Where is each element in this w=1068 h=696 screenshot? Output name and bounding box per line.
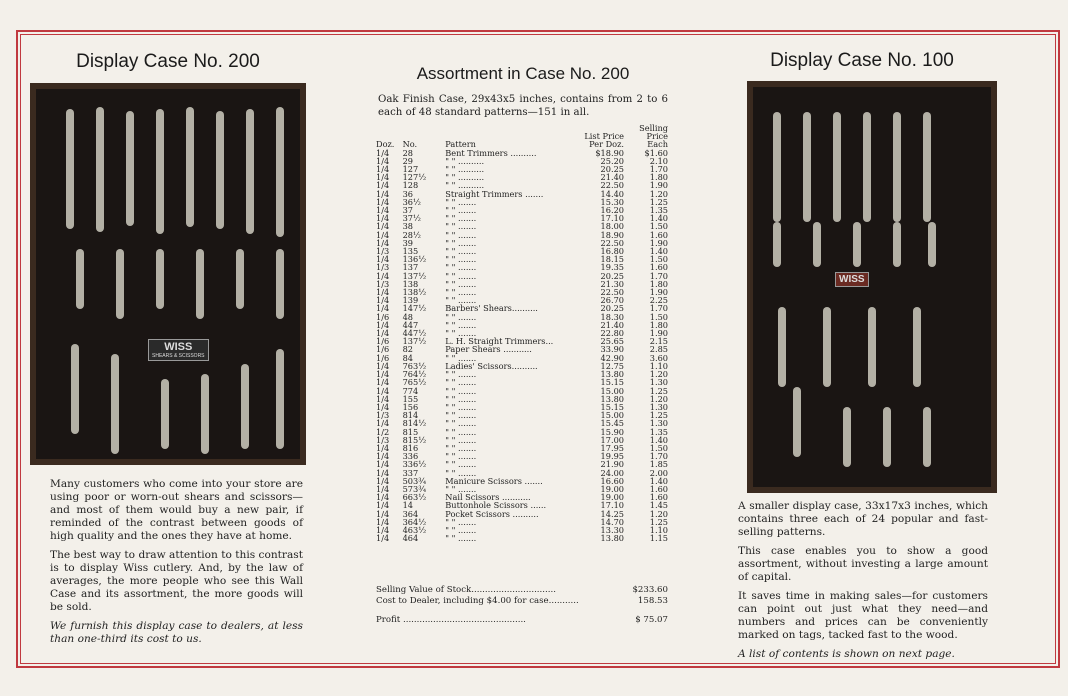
left-para-1: Many customers who come into your store are using poor or worn-out shears and scissors—and most of them would buy a new pair, if reminded of the contrast between goods of high quality and the ones they have at home. — [50, 478, 303, 542]
row-list-price: 19.35 — [600, 262, 624, 273]
row-no: 814½ — [402, 418, 427, 429]
row-doz: 1/4 — [376, 180, 390, 191]
row-selling-price: $1.60 — [644, 147, 668, 158]
row-list-price: 18.15 — [600, 254, 624, 265]
row-pattern: " " .......... — [445, 164, 485, 175]
row-doz: 1/4 — [376, 319, 390, 330]
table-row — [374, 214, 670, 222]
right-para-1: A smaller display case, 33x17x3 inches, which contains three each of 24 popular and fast-selling patterns. — [738, 500, 988, 538]
row-no: 337 — [402, 467, 419, 478]
row-pattern: L. H. Straight Trimmers... — [445, 336, 554, 347]
row-doz: 1/4 — [376, 270, 390, 281]
row-pattern: Nail Scissors ........... — [445, 492, 531, 503]
row-doz: 1/4 — [376, 508, 390, 519]
row-list-price: 25.65 — [600, 336, 624, 347]
row-no: 139 — [402, 295, 419, 306]
table-row — [374, 444, 670, 452]
row-no: 137½ — [402, 270, 427, 281]
row-pattern: " " ....... — [445, 205, 477, 216]
row-doz: 1/4 — [376, 483, 390, 494]
row-no: 364 — [402, 508, 419, 519]
row-selling-price: 2.85 — [649, 344, 668, 355]
row-selling-price: 1.30 — [649, 418, 668, 429]
row-doz: 1/3 — [376, 278, 390, 289]
table-row — [374, 345, 670, 353]
table-row — [374, 526, 670, 534]
row-no: 38 — [402, 221, 413, 232]
row-doz: 1/4 — [376, 164, 390, 175]
row-selling-price: 1.40 — [649, 475, 668, 486]
row-no: 37 — [402, 205, 413, 216]
table-row — [374, 403, 670, 411]
row-pattern: " " ....... — [445, 196, 477, 207]
row-no: 156 — [402, 401, 419, 412]
row-no: 84 — [402, 352, 413, 363]
row-selling-price: 2.15 — [649, 336, 668, 347]
row-selling-price: 1.20 — [649, 369, 668, 380]
row-list-price: 15.45 — [600, 418, 624, 429]
row-list-price: 13.80 — [600, 533, 624, 544]
row-selling-price: 1.50 — [649, 254, 668, 265]
row-doz: 1/3 — [376, 246, 390, 257]
right-para-4: A list of contents is shown on next page. — [738, 648, 955, 660]
row-pattern: " " .......... — [445, 180, 485, 191]
row-list-price: 15.15 — [600, 377, 624, 388]
row-pattern: " " ....... — [445, 377, 477, 388]
table-row — [374, 255, 670, 263]
row-list-price: 13.30 — [600, 524, 624, 535]
row-list-price: $18.90 — [595, 147, 624, 158]
row-selling-price: 1.25 — [649, 516, 668, 527]
row-doz: 1/2 — [376, 426, 390, 437]
row-list-price: 21.90 — [600, 459, 624, 470]
row-pattern: Buttonhole Scissors ...... — [445, 500, 547, 511]
row-doz: 1/4 — [376, 205, 390, 216]
row-list-price: 18.30 — [600, 311, 624, 322]
row-selling-price: 1.50 — [649, 442, 668, 453]
row-pattern: " " ....... — [445, 426, 477, 437]
row-doz: 1/4 — [376, 418, 390, 429]
row-list-price: 24.00 — [600, 467, 624, 478]
row-no: 36 — [402, 188, 413, 199]
row-selling-price: 1.35 — [649, 205, 668, 216]
row-no: 774 — [402, 385, 419, 396]
display-case-200-photo — [30, 83, 306, 465]
row-selling-price: 1.60 — [649, 262, 668, 273]
row-selling-price: 1.40 — [649, 434, 668, 445]
assortment-table-container — [374, 124, 670, 542]
row-pattern: " " ....... — [445, 451, 477, 462]
row-no: 28½ — [402, 229, 421, 240]
row-doz: 1/4 — [376, 475, 390, 486]
row-pattern: " " ....... — [445, 237, 477, 248]
row-doz: 1/4 — [376, 221, 390, 232]
row-no: 128 — [402, 180, 419, 191]
row-list-price: 16.60 — [600, 475, 624, 486]
row-pattern: " " ....... — [445, 311, 477, 322]
row-doz: 1/4 — [376, 524, 390, 535]
row-no: 14 — [402, 500, 413, 511]
row-list-price: 17.10 — [600, 213, 624, 224]
row-no: 127 — [402, 164, 419, 175]
selling-value: $233.60 — [632, 585, 668, 595]
row-selling-price: 1.10 — [649, 524, 668, 535]
row-list-price: 25.20 — [600, 155, 624, 166]
row-doz: 1/4 — [376, 492, 390, 503]
row-pattern: " " ....... — [445, 319, 477, 330]
row-pattern: " " ....... — [445, 213, 477, 224]
wiss-label: WISS SHEARS & SCISSORS — [148, 339, 209, 361]
row-selling-price: 1.90 — [649, 237, 668, 248]
row-pattern: " " ....... — [445, 467, 477, 478]
row-selling-price: 1.70 — [649, 303, 668, 314]
row-list-price: 19.95 — [600, 451, 624, 462]
table-row — [374, 157, 670, 165]
row-doz: 1/4 — [376, 360, 390, 371]
row-doz: 1/4 — [376, 303, 390, 314]
row-list-price: 19.00 — [600, 492, 624, 503]
row-no: 336½ — [402, 459, 427, 470]
row-list-price: 13.80 — [600, 369, 624, 380]
row-selling-price: 1.90 — [649, 180, 668, 191]
row-list-price: 21.40 — [600, 319, 624, 330]
row-no: 39 — [402, 237, 413, 248]
row-list-price: 21.40 — [600, 172, 624, 183]
row-pattern: " " ....... — [445, 516, 477, 527]
row-selling-price: 1.50 — [649, 221, 668, 232]
col-doz: Doz. — [376, 139, 395, 150]
table-row — [374, 387, 670, 395]
row-list-price: 18.00 — [600, 221, 624, 232]
left-para-3: We furnish this display case to dealers, at less than one-third its cost to us. — [50, 620, 303, 645]
row-list-price: 14.40 — [600, 188, 624, 199]
row-pattern: " " ....... — [445, 483, 477, 494]
row-doz: 1/4 — [376, 254, 390, 265]
row-selling-price: 1.70 — [649, 270, 668, 281]
row-list-price: 33.90 — [600, 344, 624, 355]
row-pattern: " " ....... — [445, 221, 477, 232]
row-list-price: 15.90 — [600, 426, 624, 437]
table-row — [374, 198, 670, 206]
right-para-2: This case enables you to show a good assortment, without investing a large amount of capital. — [738, 545, 988, 583]
row-selling-price: 1.70 — [649, 451, 668, 462]
row-doz: 1/4 — [376, 213, 390, 224]
row-no: 37½ — [402, 213, 421, 224]
table-row — [374, 231, 670, 239]
row-selling-price: 1.30 — [649, 377, 668, 388]
row-no: 463½ — [402, 524, 427, 535]
row-list-price: 21.30 — [600, 278, 624, 289]
row-selling-price: 1.30 — [649, 401, 668, 412]
row-pattern: " " .......... — [445, 155, 485, 166]
row-selling-price: 3.60 — [649, 352, 668, 363]
row-pattern: " " ....... — [445, 385, 477, 396]
row-pattern: " " ....... — [445, 352, 477, 363]
row-doz: 1/6 — [376, 352, 390, 363]
row-no: 29 — [402, 155, 413, 166]
row-selling-price: 1.85 — [649, 459, 668, 470]
row-pattern: " " ....... — [445, 262, 477, 273]
cost-label: Cost to Dealer, including $4.00 for case........... — [376, 596, 579, 606]
row-list-price: 26.70 — [600, 295, 624, 306]
row-pattern: " " ....... — [445, 369, 477, 380]
row-pattern: " " ....... — [445, 401, 477, 412]
row-pattern: Bent Trimmers .......... — [445, 147, 537, 158]
row-doz: 1/4 — [376, 385, 390, 396]
row-no: 816 — [402, 442, 419, 453]
row-doz: 1/4 — [376, 442, 390, 453]
row-list-price: 17.10 — [600, 500, 624, 511]
row-doz: 1/4 — [376, 393, 390, 404]
table-row — [374, 395, 670, 403]
left-text — [50, 478, 303, 652]
row-doz: 1/4 — [376, 451, 390, 462]
row-selling-price: 1.80 — [649, 172, 668, 183]
row-selling-price: 1.20 — [649, 393, 668, 404]
row-no: 137½ — [402, 336, 427, 347]
row-no: 28 — [402, 147, 413, 158]
row-selling-price: 1.35 — [649, 426, 668, 437]
row-pattern: " " ....... — [445, 524, 477, 535]
row-no: 573¾ — [402, 483, 427, 494]
row-no: 763½ — [402, 360, 427, 371]
display-case-100-photo — [747, 81, 997, 493]
row-no: 138½ — [402, 287, 427, 298]
row-list-price: 16.20 — [600, 205, 624, 216]
row-list-price: 13.80 — [600, 393, 624, 404]
assortment-table — [374, 124, 670, 542]
row-selling-price: 1.80 — [649, 278, 668, 289]
row-pattern: " " ....... — [445, 533, 477, 544]
left-title: Display Case No. 200 — [76, 51, 260, 72]
profit-label: Profit ............................................. — [376, 615, 526, 625]
row-list-price: 15.00 — [600, 410, 624, 421]
profit-value: $ 75.07 — [635, 615, 668, 625]
row-pattern: " " ....... — [445, 418, 477, 429]
row-no: 503¾ — [402, 475, 427, 486]
table-row — [374, 534, 670, 542]
row-list-price: 19.00 — [600, 483, 624, 494]
table-row — [374, 419, 670, 427]
totals — [376, 585, 668, 626]
row-selling-price: 1.10 — [649, 360, 668, 371]
row-pattern: " " ....... — [445, 254, 477, 265]
row-pattern: " " .......... — [445, 172, 485, 183]
row-no: 815½ — [402, 434, 427, 445]
row-pattern: Paper Shears ........... — [445, 344, 532, 355]
row-pattern: " " ....... — [445, 442, 477, 453]
row-selling-price: 1.25 — [649, 410, 668, 421]
row-no: 147½ — [402, 303, 427, 314]
row-selling-price: 1.20 — [649, 188, 668, 199]
row-no: 138 — [402, 278, 419, 289]
row-pattern: " " ....... — [445, 434, 477, 445]
row-doz: 1/4 — [376, 401, 390, 412]
row-selling-price: 1.70 — [649, 164, 668, 175]
row-selling-price: 2.10 — [649, 155, 668, 166]
row-selling-price: 1.90 — [649, 328, 668, 339]
table-row — [374, 288, 670, 296]
row-doz: 1/4 — [376, 328, 390, 339]
row-no: 815 — [402, 426, 419, 437]
row-pattern: Straight Trimmers ....... — [445, 188, 544, 199]
row-pattern: Barbers' Shears.......... — [445, 303, 538, 314]
row-pattern: " " ....... — [445, 246, 477, 257]
row-doz: 1/3 — [376, 262, 390, 273]
row-doz: 1/3 — [376, 410, 390, 421]
left-para-2: The best way to draw attention to this contrast is to display Wiss cutlery. And, by the law of averages, the more people who see this Wall Case and its assortment, the more goods will be sold. — [50, 549, 303, 613]
row-list-price: 20.25 — [600, 164, 624, 175]
col-no: No. — [402, 139, 418, 150]
row-selling-price: 1.60 — [649, 492, 668, 503]
row-list-price: 42.90 — [600, 352, 624, 363]
row-doz: 1/4 — [376, 172, 390, 183]
table-row — [374, 460, 670, 468]
row-no: 464 — [402, 533, 419, 544]
row-no: 765½ — [402, 377, 427, 388]
row-no: 336 — [402, 451, 419, 462]
row-pattern: " " ....... — [445, 287, 477, 298]
row-pattern: " " ....... — [445, 410, 477, 421]
row-list-price: 18.90 — [600, 229, 624, 240]
row-selling-price: 1.40 — [649, 246, 668, 257]
row-no: 82 — [402, 344, 413, 355]
row-pattern: " " ....... — [445, 393, 477, 404]
table-row — [374, 173, 670, 181]
col-sell: Selling Price Each — [639, 123, 668, 150]
row-selling-price: 1.25 — [649, 385, 668, 396]
table-row — [374, 272, 670, 280]
row-doz: 1/4 — [376, 295, 390, 306]
row-selling-price: 1.80 — [649, 319, 668, 330]
row-doz: 1/4 — [376, 500, 390, 511]
row-pattern: Manicure Scissors ....... — [445, 475, 543, 486]
row-list-price: 14.70 — [600, 516, 624, 527]
row-selling-price: 1.20 — [649, 508, 668, 519]
row-selling-price: 1.50 — [649, 311, 668, 322]
row-doz: 1/4 — [376, 229, 390, 240]
row-pattern: " " ....... — [445, 270, 477, 281]
table-row — [374, 378, 670, 386]
row-no: 48 — [402, 311, 413, 322]
col-list: List Price Per Doz. — [584, 131, 624, 150]
row-selling-price: 2.25 — [649, 295, 668, 306]
row-selling-price: 1.60 — [649, 229, 668, 240]
row-doz: 1/4 — [376, 459, 390, 470]
row-doz: 1/4 — [376, 533, 390, 544]
row-doz: 1/4 — [376, 516, 390, 527]
selling-value-label: Selling Value of Stock............................... — [376, 585, 556, 595]
row-list-price: 22.50 — [600, 287, 624, 298]
row-no: 127½ — [402, 172, 427, 183]
row-no: 136½ — [402, 254, 427, 265]
row-pattern: " " ....... — [445, 229, 477, 240]
row-list-price: 15.15 — [600, 401, 624, 412]
right-text — [738, 500, 988, 667]
table-row — [374, 239, 670, 247]
right-para-3: It saves time in making sales—for customers can point out just what they need—and numbers and prices can be conveniently marked on tags, tacked fast to the wood. — [738, 590, 988, 641]
row-no: 155 — [402, 393, 419, 404]
table-row — [374, 313, 670, 321]
row-list-price: 16.80 — [600, 246, 624, 257]
row-list-price: 15.30 — [600, 196, 624, 207]
row-selling-price: 1.40 — [649, 213, 668, 224]
row-list-price: 14.25 — [600, 508, 624, 519]
row-pattern: " " ....... — [445, 459, 477, 470]
row-doz: 1/4 — [376, 377, 390, 388]
row-pattern: Ladies' Scissors.......... — [445, 360, 538, 371]
row-list-price: 20.25 — [600, 303, 624, 314]
row-selling-price: 1.60 — [649, 483, 668, 494]
row-list-price: 22.80 — [600, 328, 624, 339]
row-no: 364½ — [402, 516, 427, 527]
row-no: 135 — [402, 246, 419, 257]
row-selling-price: 1.25 — [649, 196, 668, 207]
wiss-label-small: WISS — [835, 272, 869, 287]
row-doz: 1/4 — [376, 237, 390, 248]
row-selling-price: 1.15 — [649, 533, 668, 544]
row-list-price: 20.25 — [600, 270, 624, 281]
row-doz: 1/4 — [376, 196, 390, 207]
cost-value: 158.53 — [637, 596, 668, 606]
row-doz: 1/4 — [376, 287, 390, 298]
row-no: 447½ — [402, 328, 427, 339]
row-list-price: 12.75 — [600, 360, 624, 371]
col-pattern: Pattern — [445, 139, 476, 150]
row-no: 663½ — [402, 492, 427, 503]
row-selling-price: 2.00 — [649, 467, 668, 478]
row-doz: 1/4 — [376, 467, 390, 478]
row-pattern: " " ....... — [445, 295, 477, 306]
table-row — [374, 149, 670, 157]
row-list-price: 17.00 — [600, 434, 624, 445]
row-pattern: " " ....... — [445, 278, 477, 289]
row-list-price: 22.50 — [600, 180, 624, 191]
row-no: 36½ — [402, 196, 421, 207]
row-list-price: 22.50 — [600, 237, 624, 248]
row-doz: 1/3 — [376, 434, 390, 445]
row-pattern: Pocket Scissors .......... — [445, 508, 539, 519]
row-pattern: " " ....... — [445, 328, 477, 339]
middle-title: Assortment in Case No. 200 — [416, 64, 630, 83]
row-doz: 1/6 — [376, 311, 390, 322]
middle-intro: Oak Finish Case, 29x43x5 inches, contains from 2 to 6 each of 48 standard patterns—151 in all. — [378, 94, 668, 118]
row-no: 764½ — [402, 369, 427, 380]
right-title: Display Case No. 100 — [770, 50, 954, 71]
row-doz: 1/4 — [376, 155, 390, 166]
table-row — [374, 436, 670, 444]
row-no: 137 — [402, 262, 419, 273]
row-doz: 1/4 — [376, 147, 390, 158]
row-no: 814 — [402, 410, 419, 421]
row-no: 447 — [402, 319, 419, 330]
row-doz: 1/6 — [376, 344, 390, 355]
row-doz: 1/4 — [376, 188, 390, 199]
row-doz: 1/4 — [376, 369, 390, 380]
table-row — [374, 304, 670, 312]
row-list-price: 15.00 — [600, 385, 624, 396]
row-selling-price: 1.90 — [649, 287, 668, 298]
row-doz: 1/6 — [376, 336, 390, 347]
row-list-price: 17.95 — [600, 442, 624, 453]
row-selling-price: 1.45 — [649, 500, 668, 511]
